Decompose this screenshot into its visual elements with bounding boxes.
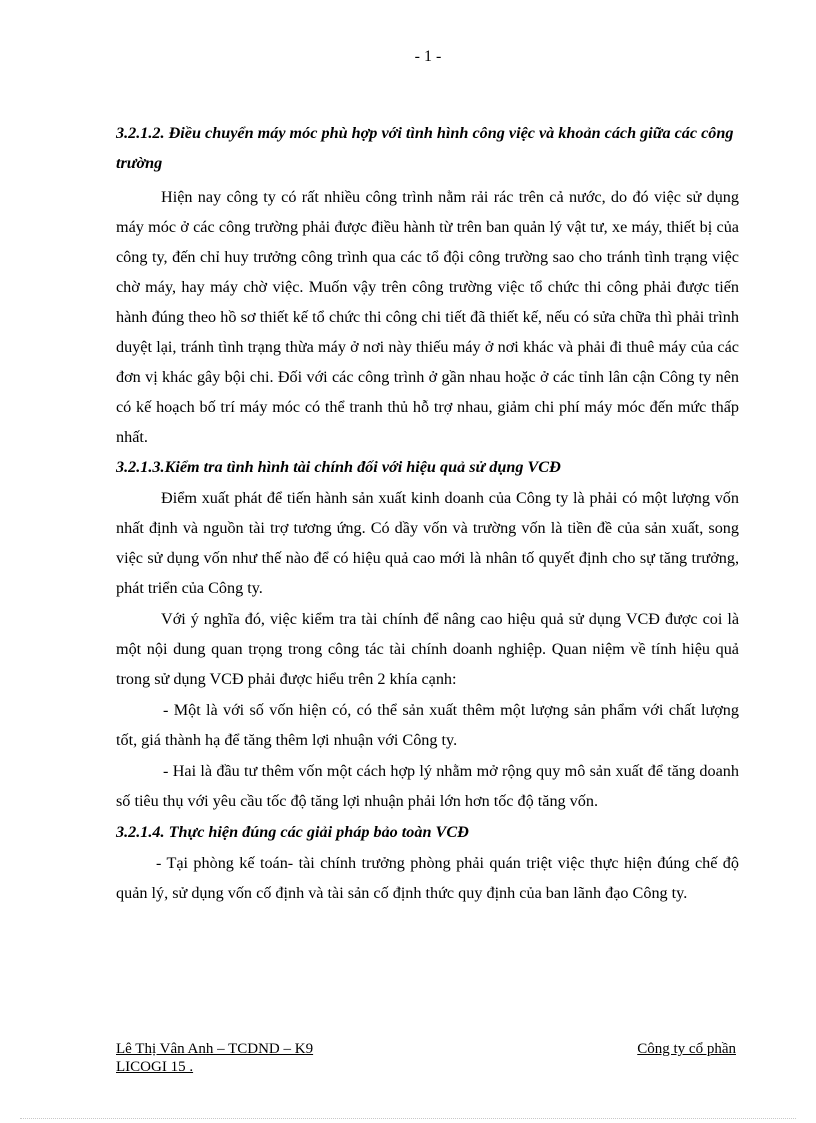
section-heading-3-2-1-4: 3.2.1.4. Thực hiện đúng các giải pháp bảo toàn VCĐ <box>116 823 469 841</box>
footer-company-name: LICOGI 15 . <box>116 1059 194 1075</box>
section-heading-3-2-1-2: 3.2.1.2. Điều chuyển máy móc phù hợp với tình hình công việc và khoản cách giữa các công trường <box>116 124 734 172</box>
footer-company: Công ty cổ phần <box>637 1041 736 1057</box>
document-body <box>116 114 739 908</box>
page-number: - 1 - <box>414 48 442 65</box>
paragraph-financial-inspection: Với ý nghĩa đó, việc kiểm tra tài chính để nâng cao hiệu quả sử dụng VCĐ được coi là một nội dung quan trọng trong công tác tài chính doanh nghiệp. Quan niệm về tính hiệu quả trong sử dụng VCĐ phải được hiểu trên 2 khía cạnh: <box>116 610 739 688</box>
bullet-accounting-department: - Tại phòng kế toán- tài chính trưởng phòng phải quán triệt việc thực hiện đúng chế độ quản lý, sử dụng vốn cố định và tài sản cố định thức quy định của ban lãnh đạo Công ty. <box>116 854 739 902</box>
footer-author: Lê Thị Vân Anh – TCDND – K9 <box>116 1041 314 1057</box>
page-footer <box>116 1040 736 1076</box>
paragraph-financial-starting-point: Điểm xuất phát để tiến hành sản xuất kinh doanh của Công ty là phải có một lượng vốn nhất định và nguồn tài trợ tương ứng. Có dầy vốn và trường vốn là tiền đề của sản xuất, song việc sử dụng vốn như thế nào để có hiệu quả cao mới là nhân tố quyết định cho sự tăng trưởng, phát triển của Công ty. <box>116 489 739 597</box>
bullet-additional-investment: - Hai là đầu tư thêm vốn một cách hợp lý nhằm mở rộng quy mô sản xuất để tăng doanh số tiêu thụ với yêu cầu tốc độ tăng lợi nhuận phải lớn hơn tốc độ tăng vốn. <box>116 762 739 810</box>
paragraph-machinery-allocation: Hiện nay công ty có rất nhiều công trình nằm rải rác trên cả nước, do đó việc sử dụng máy móc ở các công trường phải được điều hành từ trên ban quản lý vật tư, xe máy, thiết bị của công ty, đến chỉ huy trưởng công trình qua các tổ đội công trường sao cho tránh tình trạng việc chờ máy, hay máy chờ việc. Muốn vậy trên công trường việc tổ chức thi công phải được tiến hành đúng theo hồ sơ thiết kế tổ chức thi công chi tiết đã thiết kế, nếu có sửa chữa thì phải trình duyệt lại, tránh tình trạng thừa máy ở nơi này thiếu máy ở nơi khác và phải đi thuê máy của các đơn vị khác gây bội chi. Đối với các công trình ở gần nhau hoặc ở các tỉnh lân cận Công ty nên có kế hoạch bố trí máy móc có thể tranh thủ hỗ trợ nhau, giảm chi phí máy móc đến mức thấp nhất. <box>116 188 739 446</box>
section-heading-3-2-1-3: 3.2.1.3.Kiểm tra tình hình tài chính đối với hiệu quả sử dụng VCĐ <box>116 458 561 476</box>
bullet-existing-capital: - Một là với số vốn hiện có, có thể sản xuất thêm một lượng sản phẩm với chất lượng tốt, giá thành hạ để tăng thêm lợi nhuận với Công ty. <box>116 701 739 749</box>
page-bottom-edge <box>20 1118 796 1119</box>
